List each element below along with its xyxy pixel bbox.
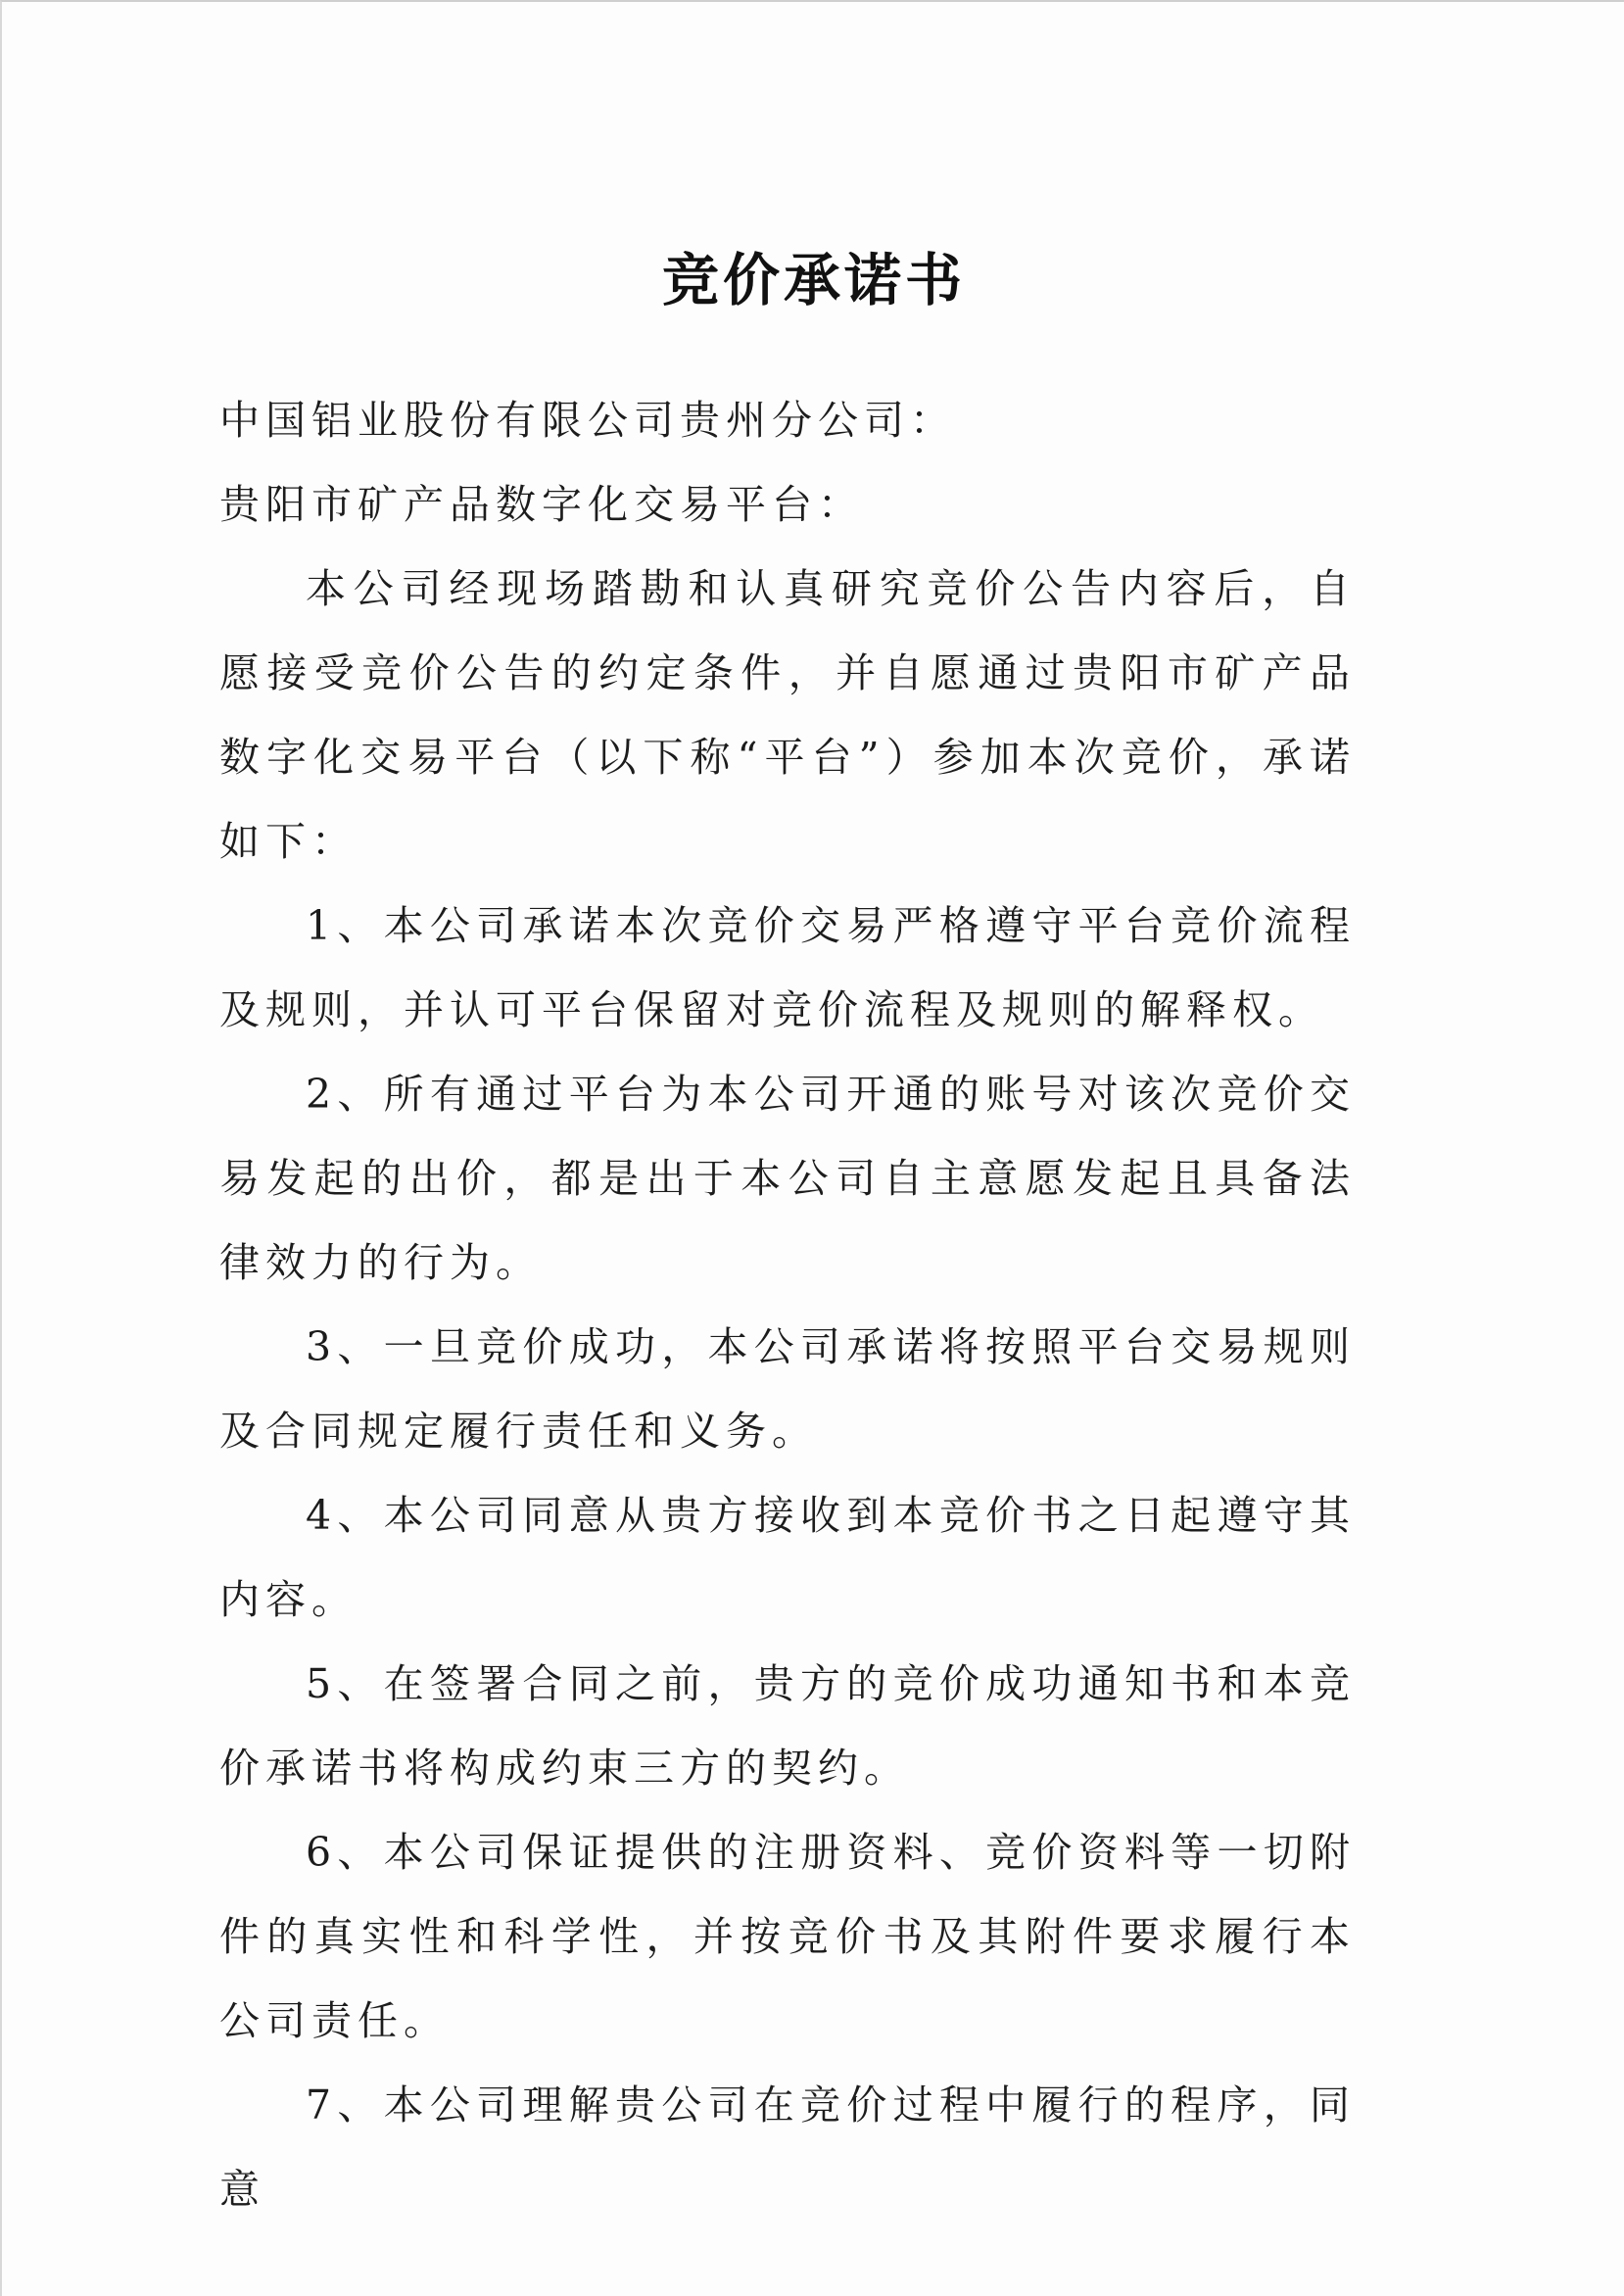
commitment-item-1: 1、本公司承诺本次竞价交易严格遵守平台竞价流程及规则，并认可平台保留对竞价流程及规则的解释权。 [219,902,1356,1033]
intro-paragraph: 本公司经现场踏勘和认真研究竞价公告内容后，自愿接受竞价公告的约定条件，并自愿通过贵阳市矿产品数字化交易平台（以下称“平台”）参加本次竞价，承诺如下： [219,565,1356,865]
addressee-line-2: 贵阳市矿产品数字化交易平台： [219,481,864,528]
commitment-item-3: 3、一旦竞价成功，本公司承诺将按照平台交易规则及合同规定履行责任和义务。 [219,1323,1356,1455]
commitment-item-4: 4、本公司同意从贵方接收到本竞价书之日起遵守其内容。 [219,1492,1356,1623]
commitment-item-5: 5、在签署合同之前，贵方的竞价成功通知书和本竞价承诺书将构成约束三方的契约。 [219,1660,1356,1792]
addressee-line-1: 中国铝业股份有限公司贵州分公司： [219,397,956,444]
commitment-item-6: 6、本公司保证提供的注册资料、竞价资料等一切附件的真实性和科学性，并按竞价书及其附件要求履行本公司责任。 [219,1829,1356,2044]
commitment-item-7: 7、本公司理解贵公司在竞价过程中履行的程序，同意 [219,2081,1356,2213]
commitment-item-2: 2、所有通过平台为本公司开通的账号对该次竞价交易发起的出价，都是出于本公司自主意愿发起且具备法律效力的行为。 [219,1071,1356,1286]
document-title: 竞价承诺书 [661,246,966,313]
document-body [219,378,1356,2231]
